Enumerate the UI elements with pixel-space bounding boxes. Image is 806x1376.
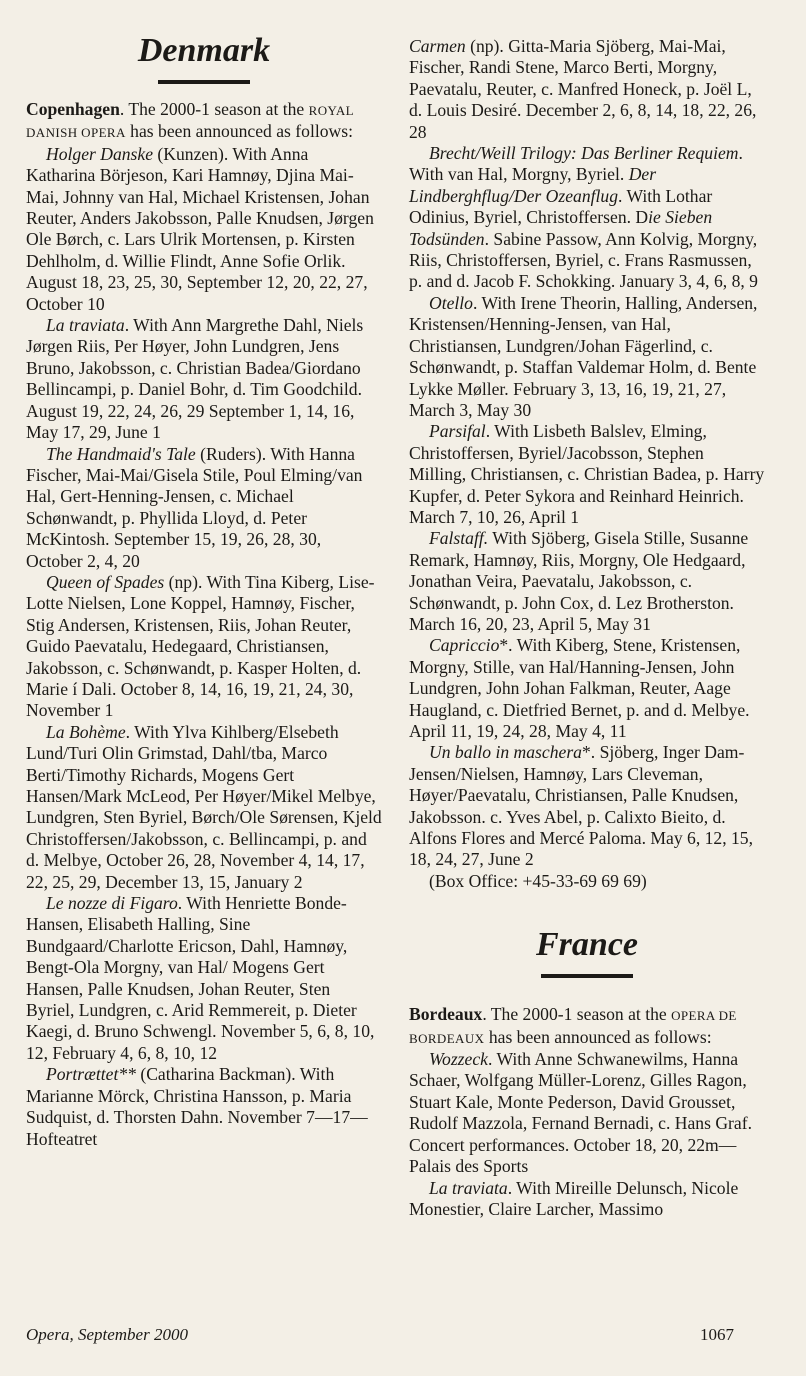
production-details: . With Lisbeth Balslev, Elming, Christoffersen, Byriel/Jacobsson, Stephen Milling, Christiansen, c. Christian Badea, p. Harry Kupfer, d. Peter Sykora and Reinhard Heinrich. March 7, 10, 26, April 1	[409, 421, 765, 527]
production-details: . With Ylva Kihlberg/Elsebeth Lund/Turi Olin Grimstad, Dahl/tba, Marco Berti/Timothy Richards, Mogens Gert Hansen/Mark McLeod, Per Høyer/Mikel Melbye, Lundgren, Sten Byriel, Børch/Ole Sørensen, Kjeld Christoffersen/Jakobsson, c. Bellincampi, p. and d. Melbye, October 26, 28, November 4, 14, 17, 22, 25, 29, December 13, 15, January 2	[26, 721, 382, 892]
france-heading: France	[536, 926, 638, 964]
production-title: Wozzeck	[429, 1049, 488, 1070]
production-details: . With Ann Margrethe Dahl, Niels Jørgen Riis, Per Høyer, John Lundgren, Jens Bruno, Jakobsson, c. Christian Badea/Giordano Bellincampi, p. Daniel Bohr, d. Tim Goodchild. August 19, 22, 24, 26, 29 September 1, 14, 16, May 17, 29, June 1	[26, 315, 364, 443]
production-details: . With van Hal, Morgny, Byriel.	[409, 143, 743, 185]
production-details: *. Sjöberg, Inger Dam-Jensen/Nielsen, Hamnøy, Lars Cleveman, Høyer/Paevatalu, Christiansen, Palle Knudsen, Jakobsson. c. Yves Abel, p. Calixto Bieito, d. Alfons Flores and Mercé Paloma. May 6, 12, 15, 18, 24, 27, June 2	[409, 742, 753, 870]
production-details: . Sabine Passow, Ann Kolvig, Morgny, Riis, Christoffersen, Byriel, c. Frans Rasmussen, p. and d. Jacob F. Schokking. January 3, 4, 6, 8, 9	[409, 228, 758, 292]
production-title: La traviata	[429, 1177, 508, 1198]
opera-house-name: OPERA DE BORDEAUX	[409, 1008, 737, 1046]
production-details: (Catharina Backman). With Marianne Mörck, Christina Hansson, p. Maria Sudquist, d. Thorsten Dahn. November 7—17—Hofteatret	[26, 1064, 368, 1149]
production-title: Otello	[429, 292, 473, 313]
production-entry	[409, 1178, 765, 1221]
page-number: 1067	[700, 1325, 734, 1344]
production-entry	[26, 1064, 382, 1150]
opera-house-name: ROYAL DANISH OPERA	[26, 103, 354, 141]
production-entry	[409, 293, 765, 421]
copenhagen-intro: Copenhagen. The 2000-1 season at the ROYAL DANISH OPERA has been announced as follows:	[26, 99, 354, 142]
production-entry	[26, 572, 382, 722]
production-entry	[409, 1049, 765, 1177]
production-entry	[409, 742, 765, 870]
denmark-entries-right	[409, 36, 765, 871]
production-title: Carmen	[409, 36, 466, 56]
production-entry	[409, 36, 765, 143]
production-title: Parsifal	[429, 421, 486, 442]
production-title: Capriccio	[429, 635, 500, 656]
box-office: (Box Office: +45-33-69 69 69)	[429, 870, 647, 891]
production-title: Un ballo in maschera	[429, 742, 582, 763]
city-name: Bordeaux	[409, 1004, 483, 1025]
left-column	[26, 0, 382, 1150]
production-details: (Kunzen). With Anna Katharina Börjeson, Kari Hamnøy, Djina Mai-Mai, Johnny van Hal, Michael Kristensen, Johan Reuter, Anders Jakobsson, Palle Knudsen, Jørgen Ole Børch, c. Lars Ulrik Mortensen, p. Kirsten Dehlholm, d. Willie Flindt, Anne Sofie Orlik. August 18, 23, 25, 30, September 12, 20, 22, 27, October 10	[26, 143, 374, 314]
production-entry	[26, 722, 382, 893]
production-entry	[26, 315, 382, 443]
production-title: La traviata	[46, 315, 125, 336]
production-details: . With Irene Theorin, Halling, Andersen, Kristensen/Henning-Jensen, van Hal, Christiansen, Lundgren/Johan Fägerlind, c. Schønwandt, p. Staffan Valdemar Holm, d. Bente Lykke Møller. February 3, 13, 16, 19, 21, 27, March 3, May 30	[409, 292, 758, 420]
production-entry	[409, 421, 765, 528]
france-entries	[409, 1049, 765, 1220]
production-title: The Handmaid's Tale	[46, 443, 196, 464]
production-entry	[26, 144, 382, 315]
right-column	[409, 0, 765, 1220]
denmark-entries-left	[26, 144, 382, 1150]
production-title: Der Lindberghflug/Der Ozeanflug	[409, 164, 657, 206]
production-title: Queen of Spades	[46, 571, 165, 592]
city-name: Copenhagen	[26, 99, 120, 119]
production-title: Brecht/Weill Trilogy: Das Berliner Requiem	[429, 143, 739, 164]
production-details: (Ruders). With Hanna Fischer, Mai-Mai/Gisela Stile, Poul Elming/van Hal, Gert-Henning-Jensen, c. Michael Schønwandt, p. Phyllida Lloyd, d. Peter McKintosh. September 15, 19, 26, 28, 30, October 2, 4, 20	[26, 443, 363, 571]
production-entry	[409, 143, 765, 293]
production-entry	[409, 635, 765, 742]
production-title: Le nozze di Figaro	[46, 893, 178, 914]
production-entry	[26, 893, 382, 1064]
production-details: . With Henriette Bonde-Hansen, Elisabeth Halling, Sine Bundgaard/Charlotte Ericson, Dahl, Hamnøy, Bengt-Ola Morgny, van Hal/ Mogens Gert Hansen, Palle Knudsen, Johan Reuter, Sten Byriel, Lundgren, c. Arid Remmereit, p. Dieter Kaegi, d. Bruno Schwengl. November 5, 6, 8, 10, 12, February 4, 6, 8, 10, 12	[26, 893, 375, 1063]
bordeaux-intro: Bordeaux. The 2000-1 season at the OPERA DE BORDEAUX has been announced as follows:	[409, 1004, 737, 1047]
production-details: (np). Gitta-Maria Sjöberg, Mai-Mai, Fischer, Randi Stene, Marco Berti, Morgny, Paevatalu, Reuter, c. Manfred Honeck, p. Joël L, d. Louis Desiré. December 2, 6, 8, 14, 18, 22, 26, 28	[409, 36, 757, 142]
production-details: . With Lothar Odinius, Byriel, Christoffersen. D	[409, 185, 713, 228]
denmark-heading: Denmark	[137, 32, 271, 69]
production-details: . With Anne Schwanewilms, Hanna Schaer, Wolfgang Müller-Lorenz, Gilles Ragon, Stuart Kale, Monte Pederson, David Grousset, Rudolf Mazzola, Fernand Bernadi, c. Hans Graf. Concert performances. October 18, 20, 22m—Palais des Sports	[409, 1049, 752, 1177]
journal-footer: Opera, September 2000	[26, 1325, 188, 1344]
production-entry	[26, 444, 382, 572]
production-title: ie Sieben Todsünden	[409, 207, 713, 249]
production-details: (np). With Tina Kiberg, Lise-Lotte Nielsen, Lone Koppel, Hamnøy, Fischer, Stig Andersen, Kristensen, Riis, Johan Reuter, Guido Paevatalu, Hedegaard, Christiansen, Jakobsson, c. Schønwandt, p. Kasper Holten, d. Marie í Dali. October 8, 14, 16, 19, 21, 24, 30, November 1	[26, 571, 375, 721]
production-details: . With Mireille Delunsch, Nicole Monestier, Claire Larcher, Massimo	[409, 1177, 739, 1219]
production-details: With Sjöberg, Gisela Stille, Susanne Remark, Hamnøy, Riis, Morgny, Ole Hedgaard, Jonathan Veira, Paevatalu, Jakobsson, c. Schønwandt, p. John Cox, d. Lez Brotherston. March 16, 20, 23, April 5, May 31	[409, 528, 749, 634]
production-title: Portrættet**	[46, 1064, 136, 1085]
production-details: *. With Kiberg, Stene, Kristensen, Morgny, Stille, van Hal/Hanning-Jensen, John Lundgren, John Johan Falkman, Reuter, Aage Haugland, c. Dietfried Bernet, p. and d. Melbye. April 11, 19, 24, 28, May 4, 11	[409, 635, 750, 741]
production-title: La Bohème	[46, 721, 126, 742]
production-title: Falstaff.	[429, 528, 489, 549]
production-entry	[409, 528, 765, 635]
production-title: Holger Danske	[46, 143, 154, 164]
